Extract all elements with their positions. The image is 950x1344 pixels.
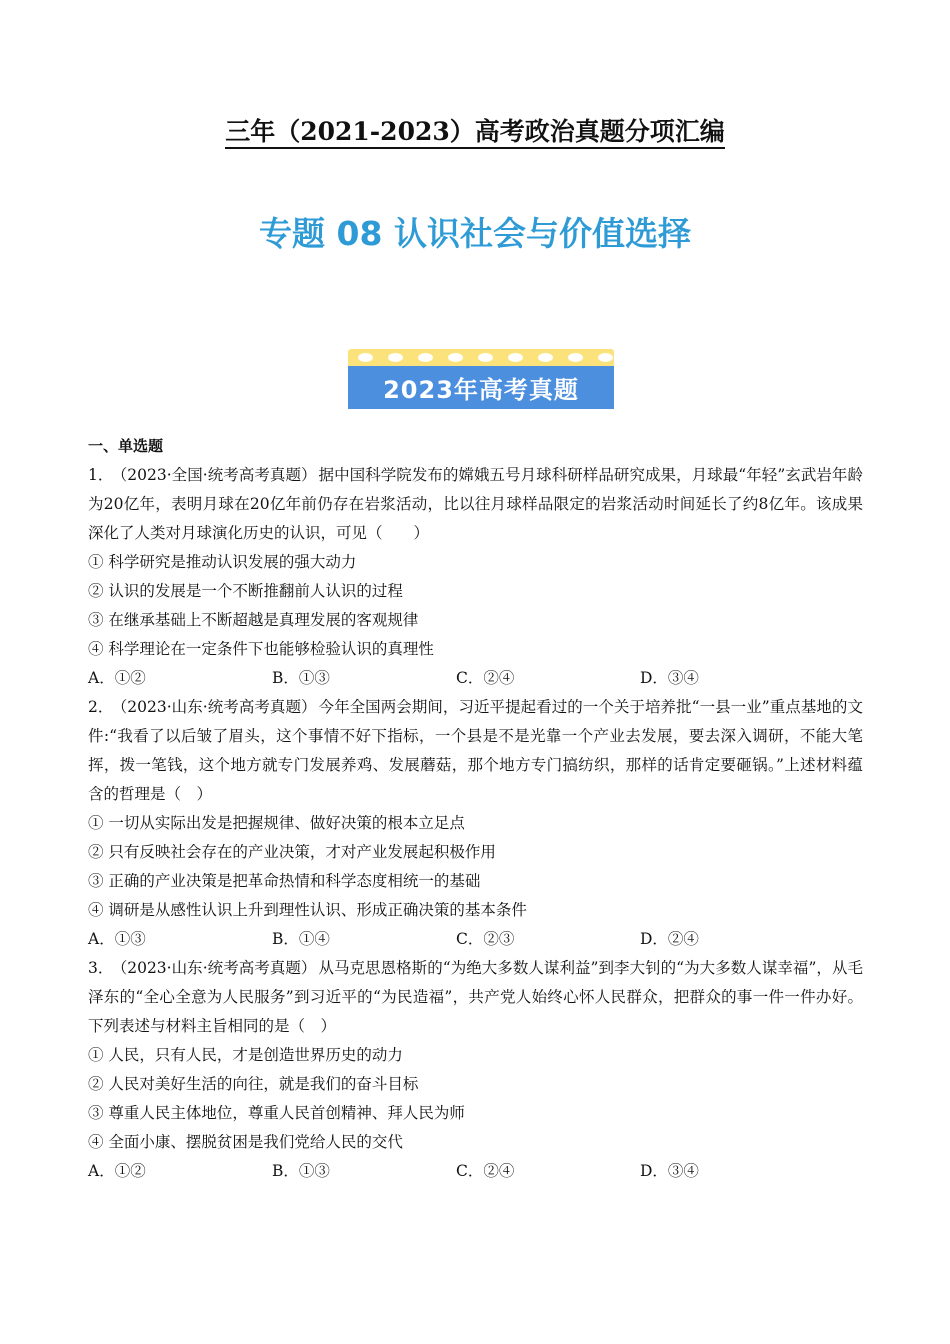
- banner-ribbon: [348, 349, 614, 366]
- option-item: ③ 尊重人民主体地位，尊重人民首创精神、拜人民为师: [88, 1104, 465, 1122]
- option-item: ④ 科学理论在一定条件下也能够检验认识的真理性: [88, 640, 434, 658]
- option-item: ② 只有反映社会存在的产业决策，才对产业发展起积极作用: [88, 843, 496, 861]
- choice-c: C．②④: [456, 1162, 515, 1180]
- option-item: ② 认识的发展是一个不断推翻前人认识的过程: [88, 582, 403, 600]
- choice-d: D．②④: [640, 930, 699, 948]
- choice-d: D．③④: [640, 1162, 699, 1180]
- choice-d: D．③④: [640, 669, 699, 687]
- document-header-title: 三年（2021-2023）高考政治真题分项汇编: [225, 117, 725, 149]
- option-item: ② 人民对美好生活的向往，就是我们的奋斗目标: [88, 1075, 419, 1093]
- banner-dots: [358, 353, 613, 362]
- question-stem: [88, 954, 863, 1041]
- question-text: 今年全国两会期间，习近平提起看过的一个关于培养批“一县一业”重点基地的文件:“我看了以后皱了眉头，这个事情不好下指标，一个县是不是光靠一个产业去发展，要去深入调研，不能大笔挥，拨一笔钱，这个地方就专门发展养鸡、发展蘑菇，那个地方专门搞纺织，那样的话肯定要砸锅。”上述材料蕴含的哲理是（ ）: [88, 698, 863, 803]
- option-item: ① 科学研究是推动认识发展的强大动力: [88, 553, 357, 571]
- question-stem: [88, 461, 863, 548]
- answer-choices: [88, 925, 863, 954]
- choice-b: B．①④: [272, 930, 330, 948]
- question-number: 2．: [88, 698, 114, 716]
- question-source: （2023·山东·统考高考真题）: [119, 959, 317, 977]
- option-item: ① 人民，只有人民，才是创造世界历史的动力: [88, 1046, 403, 1064]
- answer-choices: [88, 664, 863, 693]
- choice-a: A．①②: [88, 1162, 146, 1180]
- question-text: 从马克思恩格斯的“为绝大多数人谋利益”到李大钊的“为大多数人谋幸福”，从毛泽东的“全心全意为人民服务”到习近平的“为民造福”，共产党人始终心怀人民群众，把群众的事一件一件办好。下列表述与材料主旨相同的是（ ）: [88, 959, 863, 1035]
- document-header: [0, 112, 950, 148]
- banner-label: 2023年高考真题: [348, 366, 614, 409]
- option-item: ③ 在继承基础上不断超越是真理发展的客观规律: [88, 611, 419, 629]
- option-item: ③ 正确的产业决策是把革命热情和科学态度相统一的基础: [88, 872, 481, 890]
- option-item: ④ 调研是从感性认识上升到理性认识、形成正确决策的基本条件: [88, 901, 527, 919]
- answer-choices: [88, 1157, 863, 1186]
- question-source: （2023·山东·统考高考真题）: [119, 698, 317, 716]
- section-heading: 一、单选题: [88, 437, 164, 455]
- question-source: （2023·全国·统考高考真题）: [119, 466, 317, 484]
- question-1: [88, 461, 863, 693]
- choice-b: B．①③: [272, 669, 330, 687]
- option-item: ④ 全面小康、摆脱贫困是我们党给人民的交代: [88, 1133, 403, 1151]
- question-text: 据中国科学院发布的嫦娥五号月球科研样品研究成果，月球最“年轻”玄武岩年龄为20亿年，表明月球在20亿年前仍存在岩浆活动，比以往月球样品限定的岩浆活动时间延长了约8亿年。该成果深化了人类对月球演化历史的认识，可见（ ）: [88, 466, 863, 542]
- question-3: [88, 954, 863, 1186]
- question-list: [88, 432, 863, 1186]
- option-item: ① 一切从实际出发是把握规律、做好决策的根本立足点: [88, 814, 465, 832]
- question-number: 1．: [88, 466, 114, 484]
- choice-a: A．①②: [88, 669, 146, 687]
- choice-a: A．①③: [88, 930, 146, 948]
- year-banner: [348, 349, 614, 409]
- question-2: [88, 693, 863, 954]
- topic-title: 专题 08 认识社会与价值选择: [259, 214, 691, 253]
- choice-c: C．②④: [456, 669, 515, 687]
- question-number: 3．: [88, 959, 114, 977]
- choice-b: B．①③: [272, 1162, 330, 1180]
- question-stem: [88, 693, 863, 809]
- choice-c: C．②③: [456, 930, 515, 948]
